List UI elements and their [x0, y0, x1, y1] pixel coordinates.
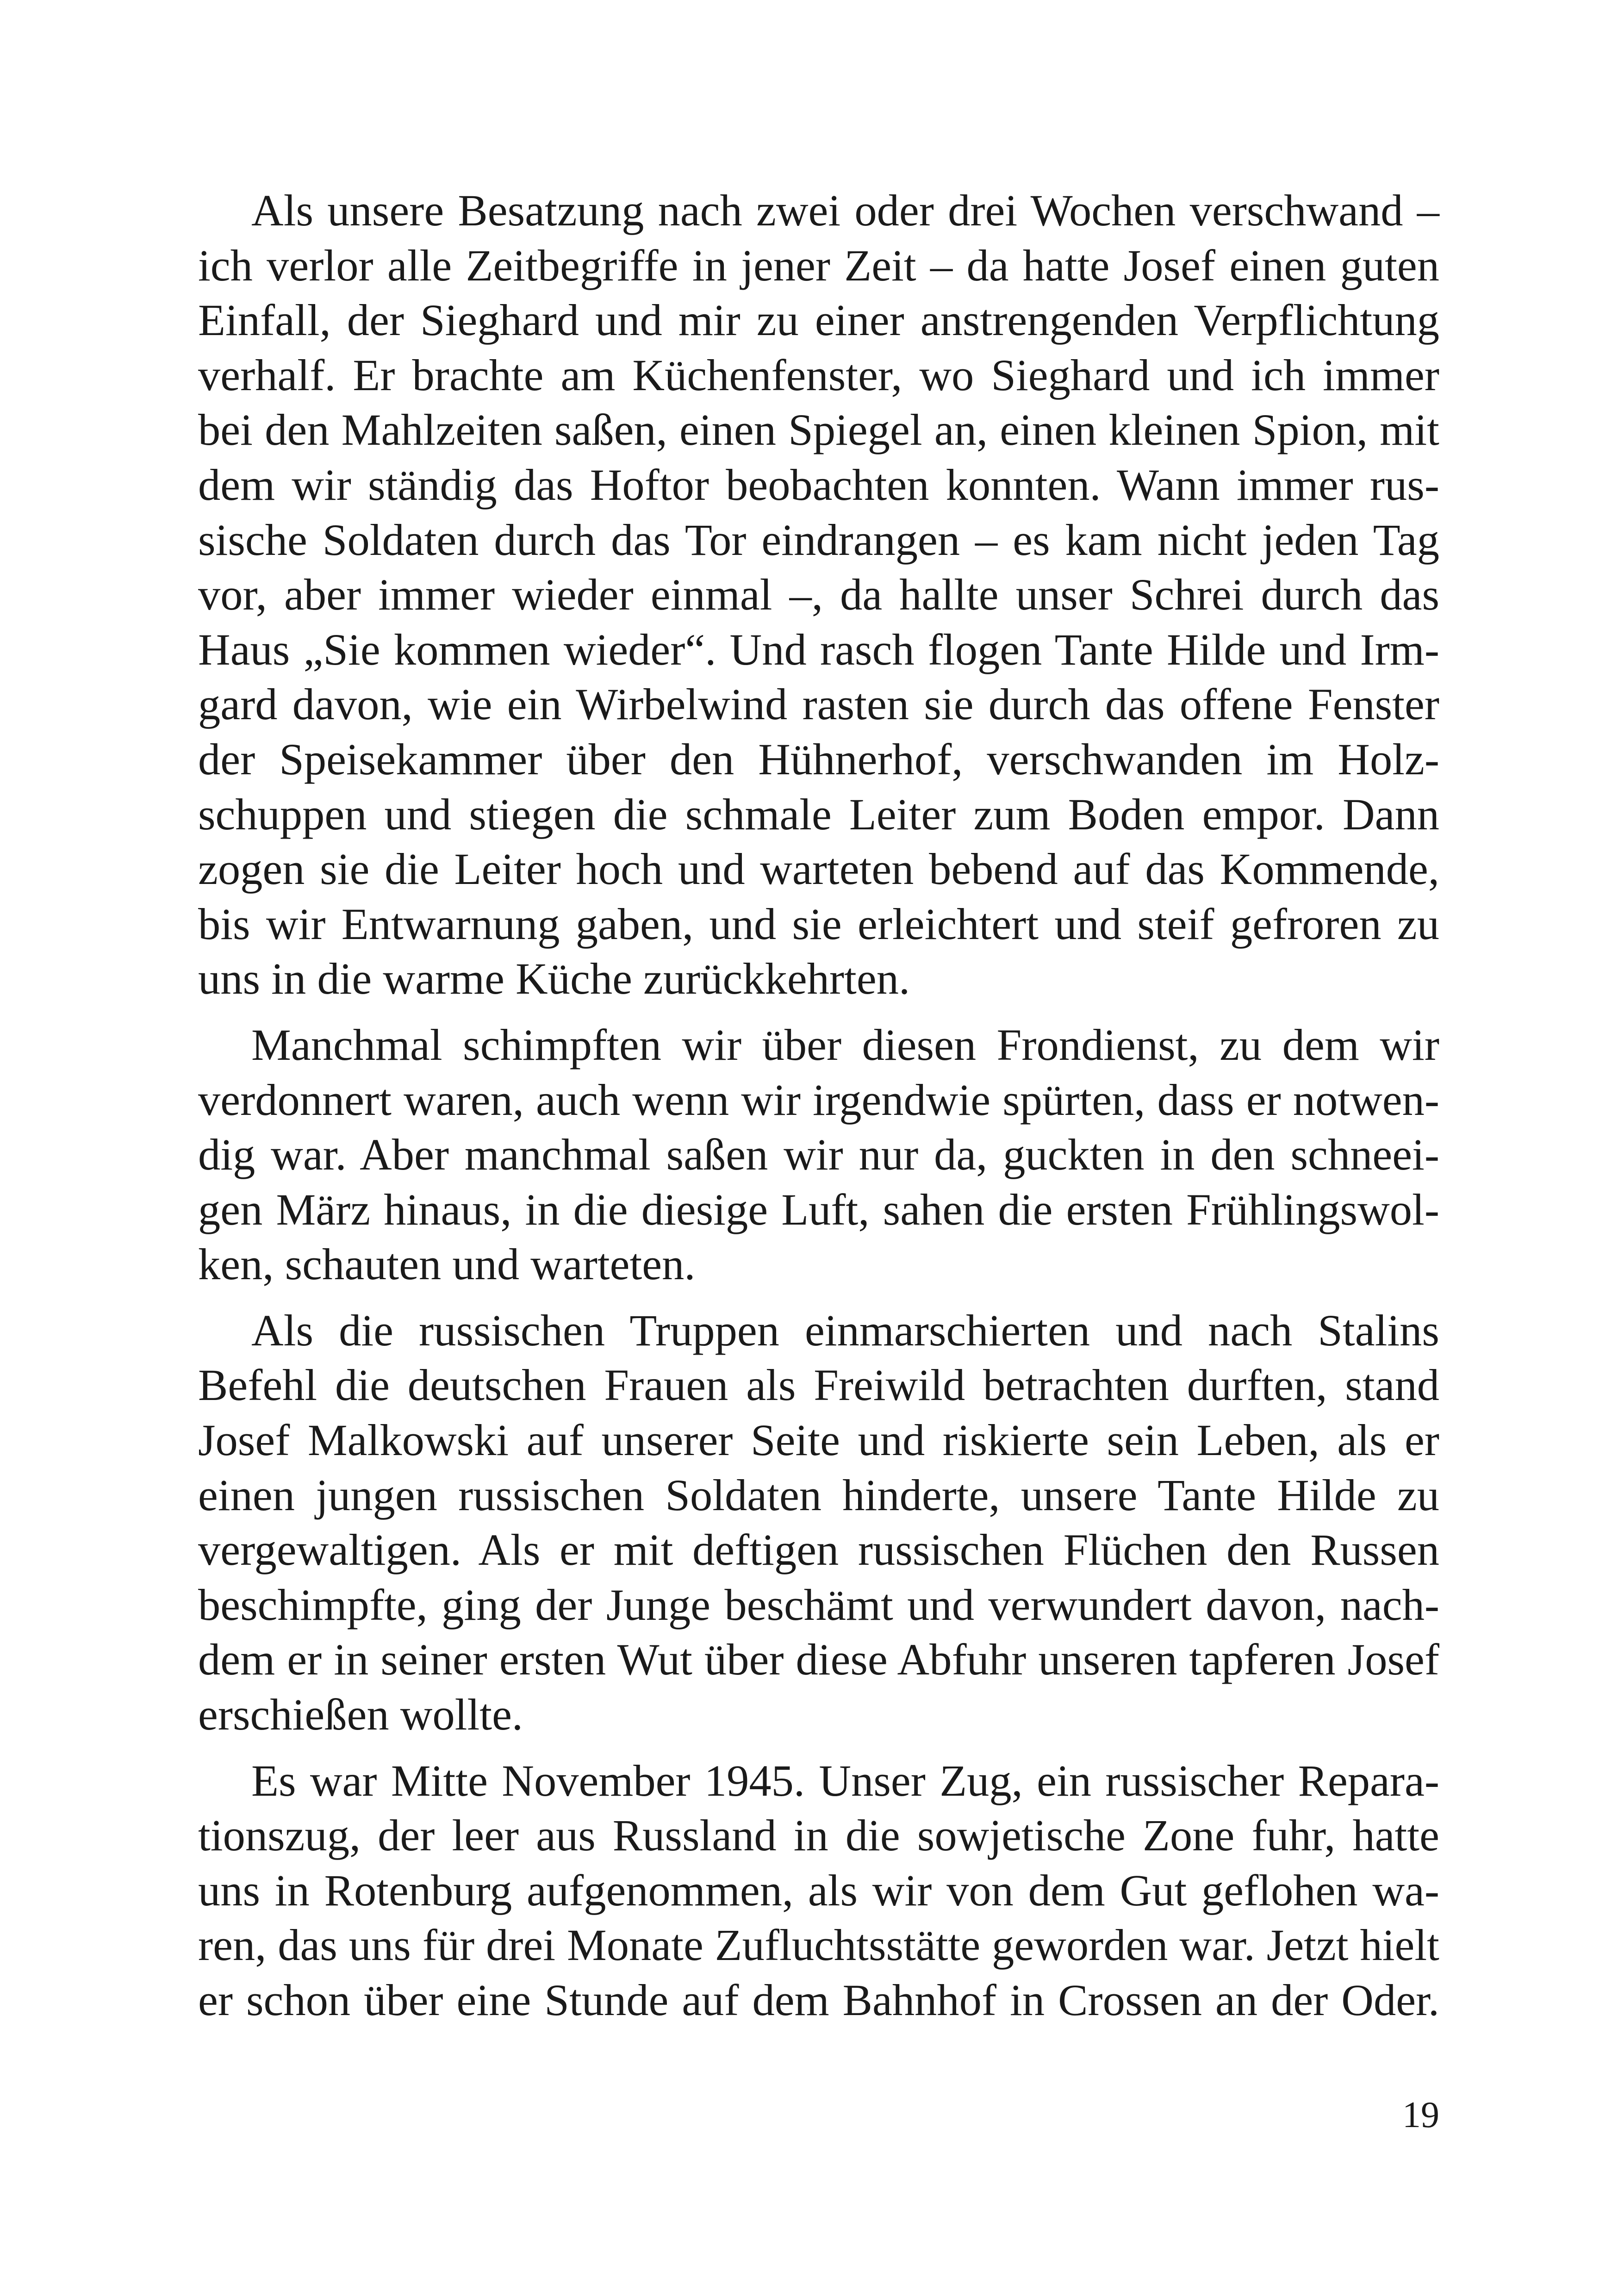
paragraph-1: [198, 183, 1439, 1007]
text-line: gen März hinaus, in die diesige Luft, sahen die ersten Frühlingswol-: [198, 1184, 1439, 1234]
paragraph-3: [198, 1303, 1439, 1742]
text-line: der Speisekammer über den Hühnerhof, verschwanden im Holz-: [198, 734, 1439, 784]
text-line: Als die russischen Truppen einmarschierten und nach Stalins: [251, 1305, 1439, 1355]
text-line: Befehl die deutschen Frauen als Freiwild betrachten durften, stand: [198, 1360, 1439, 1410]
text-line: ren, das uns für drei Monate Zufluchtsstätte geworden war. Jetzt hielt: [198, 1920, 1439, 1970]
text-line: dem er in seiner ersten Wut über diese Abfuhr unseren tapferen Josef: [198, 1635, 1439, 1685]
text-line: vor, aber immer wieder einmal –, da hallte unser Schrei durch das: [198, 570, 1439, 620]
text-line: uns in die warme Küche zurückkehrten.: [198, 954, 910, 1004]
text-line: verhalf. Er brachte am Küchenfenster, wo Sieghard und ich immer: [198, 350, 1439, 400]
body-text: [198, 183, 1439, 2039]
text-line: Haus „Sie kommen wieder“. Und rasch flogen Tante Hilde und Irm-: [198, 624, 1439, 674]
text-line: vergewaltigen. Als er mit deftigen russischen Flüchen den Russen: [198, 1525, 1439, 1575]
text-line: tionszug, der leer aus Russland in die sowjetische Zone fuhr, hatte: [198, 1811, 1439, 1860]
text-line: ich verlor alle Zeitbegriffe in jener Zeit – da hatte Josef einen guten: [198, 240, 1439, 290]
text-line: ken, schauten und warteten.: [198, 1239, 696, 1289]
text-line: bis wir Entwarnung gaben, und sie erleichtert und steif gefroren zu: [198, 899, 1439, 949]
text-line: bei den Mahlzeiten saßen, einen Spiegel an, einen kleinen Spion, mit: [198, 405, 1439, 455]
text-line: erschießen wollte.: [198, 1690, 523, 1740]
text-line: Josef Malkowski auf unserer Seite und riskierte sein Leben, als er: [198, 1415, 1439, 1465]
text-line: Einfall, der Sieghard und mir zu einer anstrengenden Verpflichtung: [198, 295, 1439, 345]
text-line: Es war Mitte November 1945. Unser Zug, ein russischer Repara-: [251, 1755, 1439, 1805]
text-line: einen jungen russischen Soldaten hinderte, unsere Tante Hilde zu: [198, 1470, 1439, 1520]
text-line: verdonnert waren, auch wenn wir irgendwie spürten, dass er notwen-: [198, 1075, 1439, 1125]
text-line: Manchmal schimpften wir über diesen Frondienst, zu dem wir: [251, 1020, 1439, 1070]
paragraph-4: [198, 1754, 1439, 2028]
paragraph-2: [198, 1018, 1439, 1292]
text-line: dig war. Aber manchmal saßen wir nur da, guckten in den schneei-: [198, 1130, 1439, 1180]
text-line: beschimpfte, ging der Junge beschämt und verwundert davon, nach-: [198, 1580, 1439, 1630]
text-line: zogen sie die Leiter hoch und warteten bebend auf das Kommende,: [198, 844, 1439, 894]
text-line: sische Soldaten durch das Tor eindrangen – es kam nicht jeden Tag: [198, 515, 1439, 565]
text-line: schuppen und stiegen die schmale Leiter zum Boden empor. Dann: [198, 789, 1439, 839]
text-line: er schon über eine Stunde auf dem Bahnhof in Crossen an der Oder.: [198, 1975, 1439, 2025]
text-line: Als unsere Besatzung nach zwei oder drei Wochen verschwand –: [251, 186, 1439, 235]
text-line: gard davon, wie ein Wirbelwind rasten sie durch das offene Fenster: [198, 679, 1439, 729]
text-line: dem wir ständig das Hoftor beobachten konnten. Wann immer rus-: [198, 460, 1439, 510]
text-line: uns in Rotenburg aufgenommen, als wir von dem Gut geflohen wa-: [198, 1865, 1439, 1915]
page-number: 19: [1402, 2095, 1439, 2135]
